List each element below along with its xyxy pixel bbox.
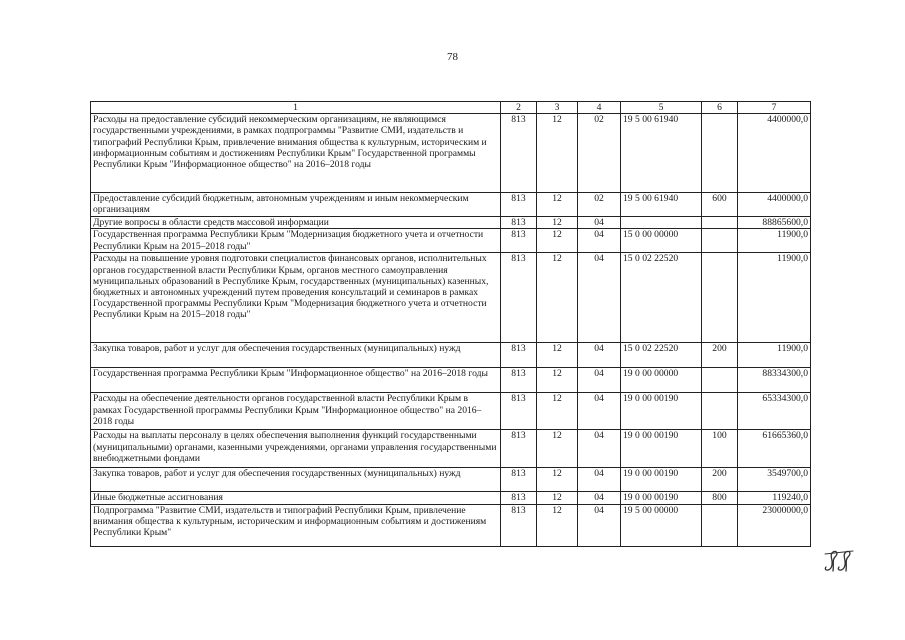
amount: 4400000,0 [738,114,811,193]
amount: 61665360,0 [738,430,811,468]
header-cell: 1 [91,102,501,114]
row-description: Расходы на повышение уровня подготовки специалистов финансовых органов, исполнительных органов государственной власти Республики Крым, органов местного самоуправления муниципальных образований в Республике Крым, государственных (муниципальных) казенных, бюджетных и автономных учреждений путем проведения консультаций и семинаров в рамках Государственной программы Республики Крым "Модернизация бюджетного учета и отчетности Республики Крым на 2015–2018 годы" [91,253,501,343]
page-number: 78 [447,51,458,63]
section-code: 12 [537,229,578,253]
row-description: Другие вопросы в области средств массовой информации [91,217,501,229]
section-code: 12 [537,430,578,468]
table-row [91,253,811,343]
target-article-code: 19 0 00 00190 [621,468,702,492]
target-article-code [621,217,702,229]
subsection-code: 04 [578,468,621,492]
ministry-code: 813 [501,217,537,229]
expense-type-code [702,217,738,229]
amount: 4400000,0 [738,193,811,217]
section-code: 12 [537,193,578,217]
expense-type-code [702,368,738,393]
row-description: Расходы на предоставление субсидий некоммерческим организациям, не являющимся государственными учреждениями, в рамках подпрограммы "Развитие СМИ, издательств и типографий Республики Крым, привлечение внимания общества к культурным, историческим и информационным событиям и достижениям Республики Крым" Государственной программы Республики Крым "Информационное общество" на 2016–2018 годы [91,114,501,193]
expense-type-code: 200 [702,468,738,492]
table-row [91,468,811,492]
header-cell: 2 [501,102,537,114]
target-article-code: 15 0 00 00000 [621,229,702,253]
row-description: Государственная программа Республики Крым "Модернизация бюджетного учета и отчетности Республики Крым на 2015–2018 годы" [91,229,501,253]
header-cell: 4 [578,102,621,114]
table-row [91,229,811,253]
table-row [91,114,811,193]
amount: 65334300,0 [738,393,811,430]
section-code: 12 [537,114,578,193]
target-article-code: 19 5 00 61940 [621,114,702,193]
subsection-code: 04 [578,368,621,393]
header-cell: 7 [738,102,811,114]
subsection-code: 04 [578,253,621,343]
table-row [91,492,811,504]
expense-type-code: 600 [702,193,738,217]
section-code: 12 [537,253,578,343]
ministry-code: 813 [501,343,537,368]
expense-type-code [702,393,738,430]
target-article-code: 19 0 00 00190 [621,393,702,430]
expense-type-code [702,504,738,546]
expense-type-code [702,229,738,253]
row-description: Расходы на выплаты персоналу в целях обеспечения выполнения функций государственными (муниципальными) органами, казенными учреждениями, органами управления государственными внебюджетными фондами [91,430,501,468]
section-code: 12 [537,343,578,368]
row-description: Иные бюджетные ассигнования [91,492,501,504]
table-row [91,368,811,393]
ministry-code: 813 [501,393,537,430]
expense-type-code [702,114,738,193]
subsection-code: 04 [578,393,621,430]
subsection-code: 04 [578,229,621,253]
section-code: 12 [537,393,578,430]
amount: 119240,0 [738,492,811,504]
ministry-code: 813 [501,504,537,546]
row-description: Государственная программа Республики Крым "Информационное общество" на 2016–2018 годы [91,368,501,393]
target-article-code: 15 0 02 22520 [621,253,702,343]
table-row [91,193,811,217]
row-description: Расходы на обеспечение деятельности органов государственной власти Республики Крым в рамках Государственной программы Республики Крым "Информационное общество" на 2016–2018 годы [91,393,501,430]
amount: 3549700,0 [738,468,811,492]
row-description: Предоставление субсидий бюджетным, автономным учреждениям и иным некоммерческим организациям [91,193,501,217]
section-code: 12 [537,468,578,492]
table-row [91,217,811,229]
subsection-code: 02 [578,193,621,217]
amount: 11900,0 [738,253,811,343]
table-row [91,430,811,468]
subsection-code: 04 [578,343,621,368]
header-cell: 3 [537,102,578,114]
table-row [91,504,811,546]
target-article-code: 15 0 02 22520 [621,343,702,368]
ministry-code: 813 [501,492,537,504]
expense-type-code [702,253,738,343]
amount: 11900,0 [738,343,811,368]
subsection-code: 04 [578,430,621,468]
header-row [91,102,811,114]
subsection-code: 04 [578,217,621,229]
subsection-code: 02 [578,114,621,193]
ministry-code: 813 [501,468,537,492]
row-description: Закупка товаров, работ и услуг для обеспечения государственных (муниципальных) нужд [91,343,501,368]
amount: 88334300,0 [738,368,811,393]
amount: 11900,0 [738,229,811,253]
ministry-code: 813 [501,229,537,253]
header-cell: 5 [621,102,702,114]
subsection-code: 04 [578,504,621,546]
handwritten-signature-mark [822,547,856,575]
budget-table [90,101,811,547]
ministry-code: 813 [501,430,537,468]
section-code: 12 [537,217,578,229]
table-row [91,343,811,368]
amount: 23000000,0 [738,504,811,546]
row-description: Закупка товаров, работ и услуг для обеспечения государственных (муниципальных) нужд [91,468,501,492]
header-cell: 6 [702,102,738,114]
target-article-code: 19 0 00 00190 [621,492,702,504]
ministry-code: 813 [501,114,537,193]
table-row [91,393,811,430]
section-code: 12 [537,368,578,393]
row-description: Подпрограмма "Развитие СМИ, издательств и типографий Республики Крым, привлечение внимания общества к культурным, историческим и информационным событиям и достижениям Республики Крым" [91,504,501,546]
ministry-code: 813 [501,253,537,343]
expense-type-code: 100 [702,430,738,468]
expense-type-code: 800 [702,492,738,504]
ministry-code: 813 [501,193,537,217]
section-code: 12 [537,504,578,546]
target-article-code: 19 0 00 00000 [621,368,702,393]
ministry-code: 813 [501,368,537,393]
expense-type-code: 200 [702,343,738,368]
target-article-code: 19 0 00 00190 [621,430,702,468]
section-code: 12 [537,492,578,504]
target-article-code: 19 5 00 61940 [621,193,702,217]
subsection-code: 04 [578,492,621,504]
amount: 88865600,0 [738,217,811,229]
target-article-code: 19 5 00 00000 [621,504,702,546]
